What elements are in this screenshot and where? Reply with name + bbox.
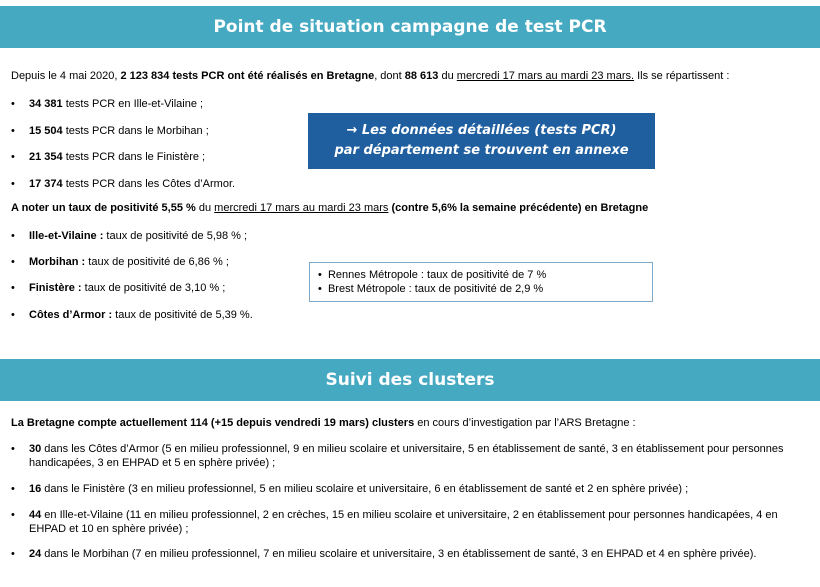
cluster-text: en Ille-et-Vilaine (11 en milieu professionnel, 2 en crèches, 15 en milieu scolaire et universitaire, 2 en établissement pour personnes handicapées, 4 en EHPAD et 10 en sphère privée) ; [29,509,778,535]
positivity-period: mercredi 17 mars au mardi 23 mars [214,202,389,214]
callout-line: par département se trouvent en annexe [334,143,629,158]
list-item [29,229,247,243]
list-item [29,150,205,164]
bullet-icon: • [11,230,15,242]
list-item [29,177,235,191]
metropole-text: Brest Métropole : taux de positivité de 2,9 % [327,283,544,295]
dept-count: 34 381 [29,98,63,110]
bullet-icon: • [318,283,328,295]
list-item [29,97,203,111]
dept-text: taux de positivité de 3,10 % ; [81,282,226,294]
dept-text: taux de positivité de 6,86 % ; [85,256,229,268]
bullet-icon: • [11,483,15,495]
bullet-icon: • [11,282,15,294]
list-item [29,308,253,322]
dept-count: 15 504 [29,125,63,137]
intro-text: , dont [374,70,405,82]
intro-total: 2 123 834 tests PCR ont été réalisés en Bretagne [120,70,375,82]
pcr-section-banner [0,6,820,48]
cluster-count: 16 [29,483,42,495]
list-item [29,508,789,536]
dept-text: tests PCR dans le Finistère ; [62,151,206,163]
bullet-icon: • [11,151,15,163]
bullet-icon: • [318,269,328,281]
list-item [29,255,229,269]
list-item [29,547,789,561]
bullet-icon: • [11,125,15,137]
intro-week-count: 88 613 [404,70,439,82]
cluster-text: dans le Finistère (3 en milieu professionnel, 5 en milieu scolaire et universitaire, 6 en établissement de santé et 2 en sphère privée) ; [41,483,689,495]
callout-line: → Les données détaillées (tests PCR) [346,123,617,138]
cluster-text: dans le Morbihan (7 en milieu professionnel, 7 en milieu scolaire et universitaire, 3 en établissement de santé, 3 en EHPAD et 4 en sphère privée). [41,548,757,560]
bullet-icon: • [11,98,15,110]
dept-text: taux de positivité de 5,98 % ; [103,230,248,242]
dept-text: tests PCR dans les Côtes d’Armor. [62,178,236,190]
clusters-intro [11,416,636,430]
bullet-icon: • [11,309,15,321]
cluster-count: 24 [29,548,42,560]
pcr-section-title: Point de situation campagne de test PCR [213,17,607,37]
intro-period: mercredi 17 mars au mardi 23 mars. [456,70,635,82]
annex-callout [308,113,655,169]
dept-name: Ille-et-Vilaine : [29,230,104,242]
dept-name: Finistère : [29,282,82,294]
list-item [29,482,789,496]
bullet-icon: • [11,178,15,190]
positivity-rate: A noter un taux de positivité 5,55 % [11,202,196,214]
positivity-text: (contre 5,6% la semaine précédente) en Bretagne [388,202,649,214]
bullet-icon: • [11,509,15,521]
dept-name: Morbihan : [29,256,86,268]
list-item [29,281,225,295]
bullet-icon: • [11,548,15,560]
bullet-icon: • [11,443,15,455]
clusters-section-title: Suivi des clusters [325,370,495,390]
clusters-intro-text: en cours d’investigation par l’ARS Bretagne : [414,417,636,429]
positivity-text: du [195,202,215,214]
list-item [29,442,789,470]
dept-name: Côtes d’Armor : [29,309,113,321]
dept-count: 21 354 [29,151,63,163]
positivity-summary [11,201,648,215]
list-item [318,282,652,296]
clusters-total: La Bretagne compte actuellement 114 (+15 depuis vendredi 19 mars) clusters [11,417,415,429]
bullet-icon: • [11,256,15,268]
clusters-section-banner [0,359,820,401]
dept-text: tests PCR dans le Morbihan ; [62,125,209,137]
cluster-count: 44 [29,509,42,521]
cluster-text: dans les Côtes d’Armor (5 en milieu professionnel, 9 en milieu scolaire et universitaire, 5 en établissement de santé, 3 en établissement pour personnes handicapées, 3 en EHPAD et 5 en sphère privée) ; [29,443,784,469]
intro-text: Depuis le 4 mai 2020, [11,70,121,82]
metropole-text: Rennes Métropole : taux de positivité de 7 % [327,269,547,281]
dept-count: 17 374 [29,178,63,190]
pcr-intro [11,69,729,83]
cluster-count: 30 [29,443,42,455]
dept-text: taux de positivité de 5,39 %. [112,309,253,321]
list-item [29,124,209,138]
dept-text: tests PCR en Ille-et-Vilaine ; [62,98,204,110]
list-item [318,268,652,282]
intro-text: du [438,70,457,82]
metropoles-box [309,262,653,302]
intro-text: Ils se répartissent : [634,70,730,82]
